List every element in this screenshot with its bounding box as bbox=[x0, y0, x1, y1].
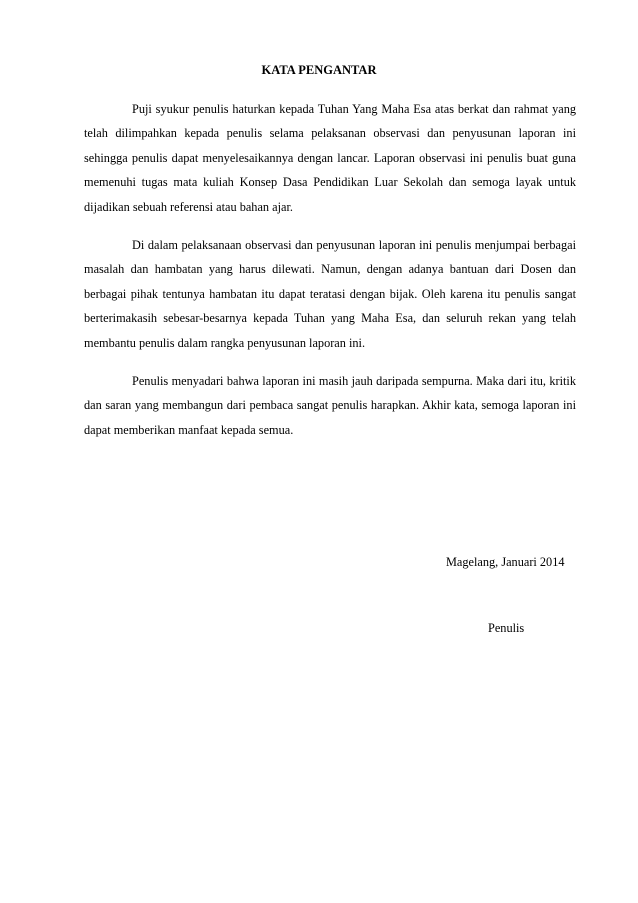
paragraph-2: Di dalam pelaksanaan observasi dan penyusunan laporan ini penulis menjumpai berbagai masalah dan hambatan yang harus dilewati. Namun, dengan adanya bantuan dari Dosen dan berbagai pihak tentunya hambatan itu dapat teratasi dengan bijak. Oleh karena itu penulis sangat berterimakasih sebesar-besarnya kepada Tuhan yang Maha Esa, dan seluruh rekan yang telah membantu penulis dalam rangka penyusunan laporan ini. bbox=[84, 238, 576, 350]
paragraph-3: Penulis menyadari bahwa laporan ini masih jauh daripada sempurna. Maka dari itu, kritik dan saran yang membangun dari pembaca sangat penulis harapkan. Akhir kata, semoga laporan ini dapat memberikan manfaat kepada semua. bbox=[84, 374, 576, 437]
signer-name: Penulis bbox=[488, 621, 525, 635]
page-title: KATA PENGANTAR bbox=[261, 63, 377, 77]
document-body bbox=[84, 97, 576, 456]
paragraph-1: Puji syukur penulis haturkan kepada Tuhan Yang Maha Esa atas berkat dan rahmat yang telah dilimpahkan kepada penulis selama pelaksanan observasi dan penyusunan laporan ini sehingga penulis dapat menyelesaikannya dengan lancar. Laporan observasi ini penulis buat guna memenuhi tugas mata kuliah Konsep Dasa Pendidikan Luar Sekolah dan semoga layak untuk dijadikan sebuah referensi atau bahan ajar. bbox=[84, 102, 576, 214]
place-and-date: Magelang, Januari 2014 bbox=[446, 555, 565, 569]
